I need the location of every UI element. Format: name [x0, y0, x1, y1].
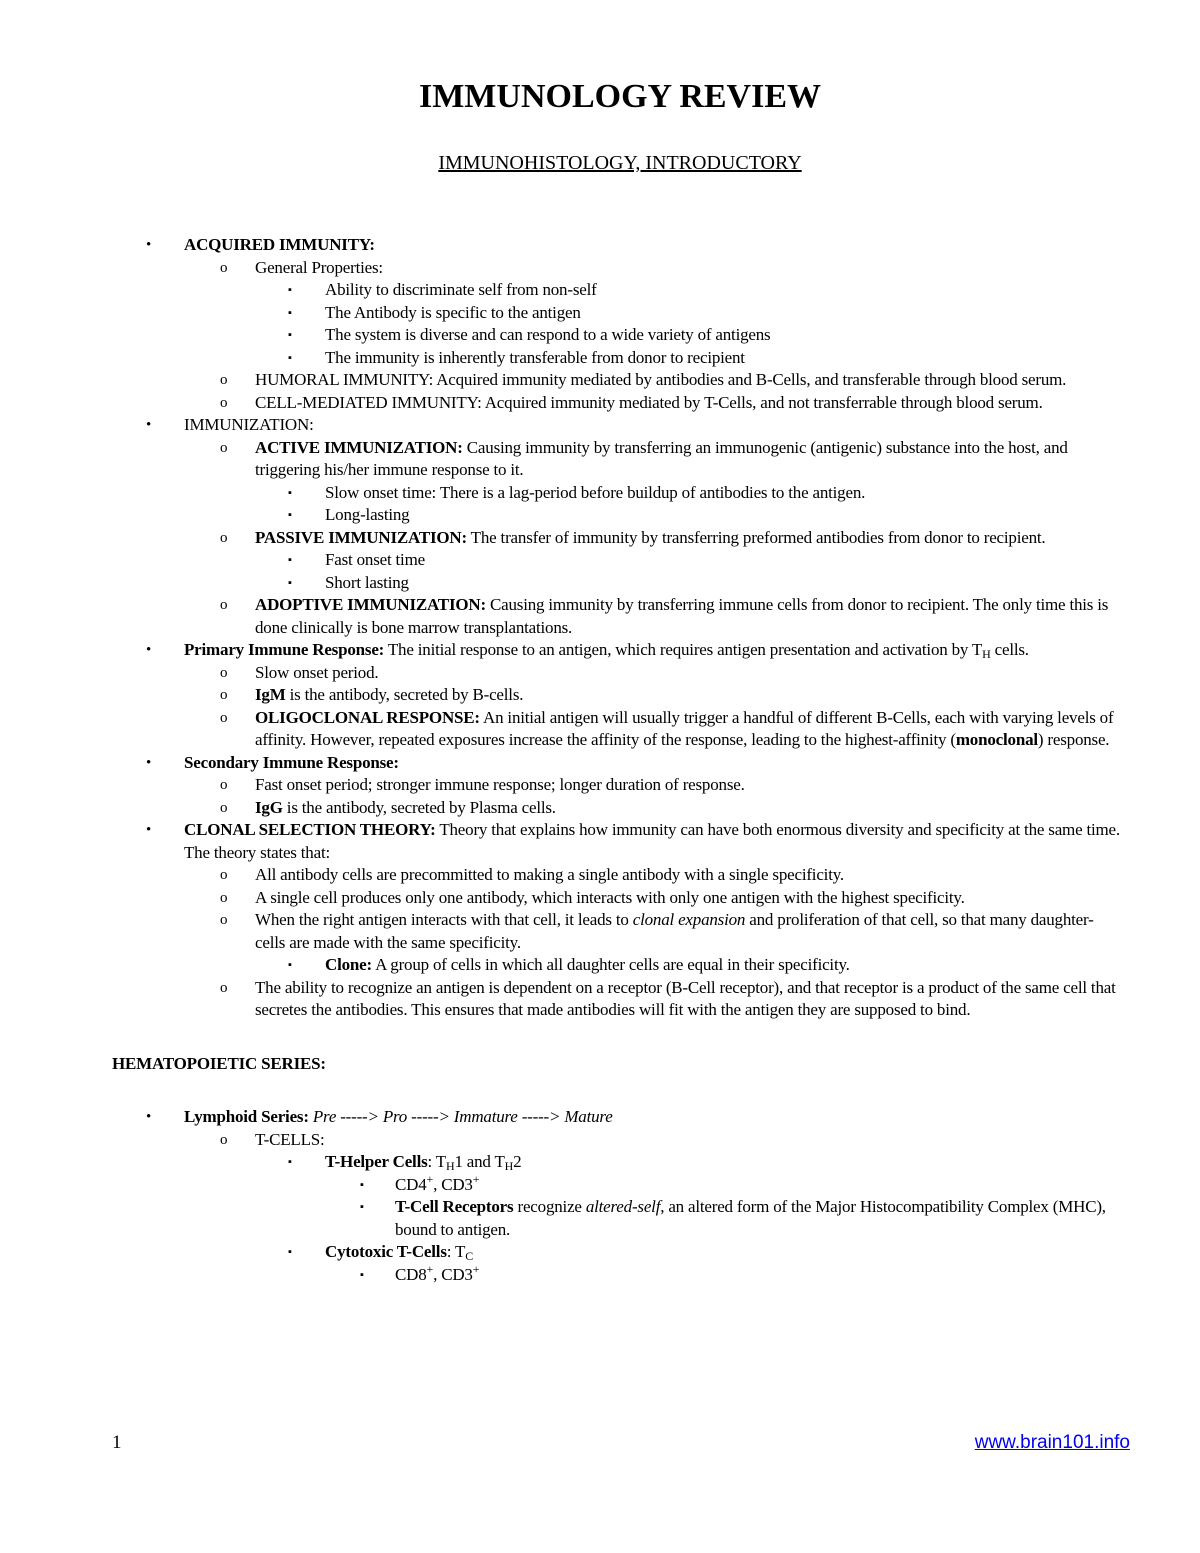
bullet-disc-icon: •	[146, 1109, 152, 1125]
bullet-circle-icon: o	[220, 777, 228, 793]
item-text: The ability to recognize an antigen is dependent on a receptor (B-Cell receptor), and that receptor is a product of the same cell that secretes the antibodies. This ensures that made antibodies will fit with the antigen they are supposed to bind.	[255, 977, 1116, 1019]
document-title: IMMUNOLOGY REVIEW	[418, 78, 822, 115]
bullet-circle-icon: o	[220, 687, 228, 703]
item-text: Fast onset time	[325, 550, 425, 569]
emphasis: Pre -----> Pro -----> Immature -----> Mature	[308, 1107, 613, 1126]
term: Cytotoxic T-Cells	[325, 1242, 447, 1261]
subscript: C	[465, 1249, 473, 1263]
term: PASSIVE IMMUNIZATION:	[255, 527, 467, 547]
list-item	[112, 549, 1122, 572]
bullet-square-icon: ▪	[288, 306, 292, 319]
list-item	[112, 1241, 1122, 1264]
item-text: The immunity is inherently transferable from donor to recipient	[325, 347, 745, 367]
bullet-square-icon: ▪	[288, 959, 292, 971]
item-text: An initial antigen will usually trigger a handful of different B-Cells, each with varying levels of affinity. However, repeated exposures increase the affinity of the response, leading to the highest-affinity (	[255, 707, 1114, 749]
item-text: cells.	[990, 640, 1029, 659]
item-text: ) response.	[1037, 730, 1110, 749]
list-item	[112, 977, 1122, 1022]
item-text: When the right antigen interacts with that cell, it leads to	[255, 910, 633, 929]
list-item	[112, 482, 1122, 505]
item-text: CD4	[395, 1174, 427, 1194]
bullet-square-icon: ▪	[288, 486, 292, 499]
list-item	[112, 572, 1122, 595]
subscript: H	[982, 647, 991, 661]
list-item-secondary-response	[112, 752, 1122, 775]
list-item	[112, 707, 1122, 752]
term: IgM	[255, 685, 286, 704]
superscript: +	[426, 1261, 434, 1276]
emphasis: clonal expansion	[632, 910, 746, 929]
subscript: H	[445, 1159, 455, 1173]
bullet-square-icon: ▪	[288, 576, 292, 589]
superscript: +	[426, 1171, 434, 1186]
bullet-circle-icon: o	[220, 664, 228, 681]
term: Primary Immune Response:	[184, 640, 385, 659]
item-text: CD8	[395, 1264, 427, 1284]
item-text: is the antibody, secreted by Plasma cells.	[282, 797, 556, 817]
item-text: Fast onset period; stronger immune response; longer duration of response.	[255, 775, 745, 794]
item-text: The transfer of immunity by transferring preformed antibodies from donor to recipient.	[466, 527, 1046, 547]
bullet-circle-icon: o	[220, 439, 228, 456]
bullet-circle-icon: o	[220, 1131, 228, 1148]
term: T-Cell Receptors	[395, 1197, 514, 1216]
item-text: Ability to discriminate self from non-self	[325, 280, 597, 299]
list-item	[112, 392, 1122, 415]
bullet-circle-icon: o	[220, 394, 228, 411]
bullet-disc-icon: •	[146, 642, 152, 658]
bullet-disc-icon: •	[146, 417, 152, 433]
item-text: and proliferation of that cell, so that many daughter-cells are made with the same specificity.	[255, 910, 1094, 952]
subscript: H	[504, 1159, 514, 1173]
list-item	[112, 594, 1122, 639]
list-item	[112, 887, 1122, 910]
bullet-disc-icon: •	[146, 754, 152, 771]
bullet-square-icon: ▪	[360, 1268, 364, 1281]
list-item	[112, 324, 1122, 347]
bullet-disc-icon: •	[146, 237, 152, 253]
item-text: All antibody cells are precommitted to making a single antibody with a single specificity.	[255, 865, 844, 884]
bullet-circle-icon: o	[220, 259, 228, 276]
bullet-square-icon: ▪	[288, 1246, 292, 1258]
item-text: recognize	[513, 1197, 586, 1216]
section-heading: HEMATOPOIETIC SERIES:	[112, 1053, 326, 1073]
bullet-square-icon: ▪	[288, 351, 292, 364]
item-text: Long-lasting	[325, 505, 410, 524]
item-text: 1 and T	[454, 1152, 505, 1171]
term: monoclonal	[955, 730, 1038, 749]
superscript: +	[472, 1261, 480, 1276]
list-item	[112, 909, 1122, 954]
list-item	[112, 954, 1122, 977]
item-text: : T	[427, 1152, 446, 1171]
item-text: Theory that explains how immunity can have both enormous diversity and specificity at the same time. The theory states that:	[184, 820, 1120, 862]
list-item	[112, 347, 1122, 370]
document-subtitle: IMMUNOHISTOLOGY, INTRODUCTORY	[438, 152, 802, 174]
term: Lymphoid Series:	[184, 1107, 309, 1126]
bullet-square-icon: ▪	[288, 1156, 292, 1168]
list-item	[112, 437, 1122, 482]
item-text: General Properties:	[255, 257, 383, 277]
item-text: The system is diverse and can respond to a wide variety of antigens	[325, 325, 771, 344]
item-text: T-CELLS:	[255, 1129, 325, 1149]
term: Secondary Immune Response:	[184, 752, 399, 772]
item-text: CELL-MEDIATED IMMUNITY: Acquired immunity mediated by T-Cells, and not transferrable through blood serum.	[255, 392, 1043, 412]
item-text: Causing immunity by transferring an immunogenic (antigenic) substance into the host, and triggering his/her immune response to it.	[255, 437, 1068, 479]
list-item	[112, 662, 1122, 685]
list-item	[112, 1261, 1122, 1287]
item-text: , CD3	[433, 1174, 473, 1194]
list-item-acquired-immunity	[112, 234, 1122, 257]
bullet-square-icon: ▪	[288, 554, 292, 566]
bullet-square-icon: ▪	[360, 1178, 364, 1191]
term: ACQUIRED IMMUNITY:	[184, 235, 375, 254]
page-number: 1	[112, 1432, 122, 1453]
list-item-primary-response	[112, 639, 1122, 662]
list-item	[112, 1171, 1122, 1197]
bullet-square-icon: ▪	[360, 1201, 364, 1213]
item-text: Short lasting	[325, 572, 409, 592]
list-item	[112, 1196, 1122, 1241]
bullet-circle-icon: o	[220, 709, 228, 726]
bullet-square-icon: ▪	[288, 284, 292, 296]
item-text: 2	[513, 1152, 522, 1171]
list-item	[112, 684, 1122, 707]
list-item	[112, 279, 1122, 302]
bullet-circle-icon: o	[220, 597, 228, 613]
item-text: A single cell produces only one antibody, which interacts with only one antigen with the highest specificity.	[255, 887, 965, 907]
list-item	[112, 257, 1122, 280]
item-text: is the antibody, secreted by B-cells.	[285, 685, 524, 704]
list-item	[112, 369, 1122, 392]
list-item	[112, 864, 1122, 887]
bullet-circle-icon: o	[220, 979, 228, 996]
superscript: +	[472, 1171, 480, 1186]
list-item-lymphoid-series	[112, 1106, 1122, 1129]
bullet-circle-icon: o	[220, 372, 228, 388]
term: IgG	[255, 797, 283, 817]
term: ADOPTIVE IMMUNIZATION:	[255, 595, 486, 614]
term: ACTIVE IMMUNIZATION:	[255, 437, 463, 457]
item-text: The initial response to an antigen, which requires antigen presentation and activation by T	[384, 640, 983, 659]
item-text: , CD3	[433, 1264, 473, 1284]
bullet-circle-icon: o	[220, 889, 228, 906]
list-item-immunization	[112, 414, 1122, 437]
item-text: : T	[446, 1242, 466, 1261]
bullet-square-icon: ▪	[288, 329, 292, 341]
term: Clone:	[325, 955, 372, 974]
bullet-circle-icon: o	[220, 799, 228, 816]
bullet-circle-icon: o	[220, 867, 228, 883]
term: T-Helper Cells	[325, 1152, 428, 1171]
item-text: IMMUNIZATION:	[184, 415, 314, 434]
bullet-disc-icon: •	[146, 822, 152, 838]
list-item-clonal-selection	[112, 819, 1122, 864]
list-item	[112, 504, 1122, 527]
item-text: , an altered form of the Major Histocompatibility Complex (MHC), bound to antigen.	[395, 1197, 1106, 1239]
item-text: Slow onset period.	[255, 662, 379, 682]
website-link[interactable]: www.brain101.info	[974, 1432, 1130, 1453]
list-item	[112, 527, 1122, 550]
bullet-square-icon: ▪	[288, 509, 292, 521]
item-text: A group of cells in which all daughter cells are equal in their specificity.	[371, 955, 850, 974]
term: OLIGOCLONAL RESPONSE:	[255, 707, 480, 727]
document-body	[112, 234, 1122, 1286]
item-text: Causing immunity by transferring immune cells from donor to recipient. The only time this is done clinically is bone marrow transplantations.	[255, 595, 1109, 637]
list-item	[112, 774, 1122, 797]
list-item	[112, 1151, 1122, 1174]
item-text: HUMORAL IMMUNITY: Acquired immunity mediated by antibodies and B-Cells, and transferable through blood serum.	[255, 370, 1067, 389]
list-item	[112, 1129, 1122, 1152]
item-text: Slow onset time: There is a lag-period before buildup of antibodies to the antigen.	[325, 482, 866, 502]
bullet-circle-icon: o	[220, 912, 228, 928]
term: CLONAL SELECTION THEORY:	[184, 820, 436, 839]
item-text: The Antibody is specific to the antigen	[325, 302, 581, 322]
bullet-circle-icon: o	[220, 529, 228, 546]
emphasis: altered-self	[585, 1197, 661, 1216]
list-item	[112, 797, 1122, 820]
list-item	[112, 302, 1122, 325]
